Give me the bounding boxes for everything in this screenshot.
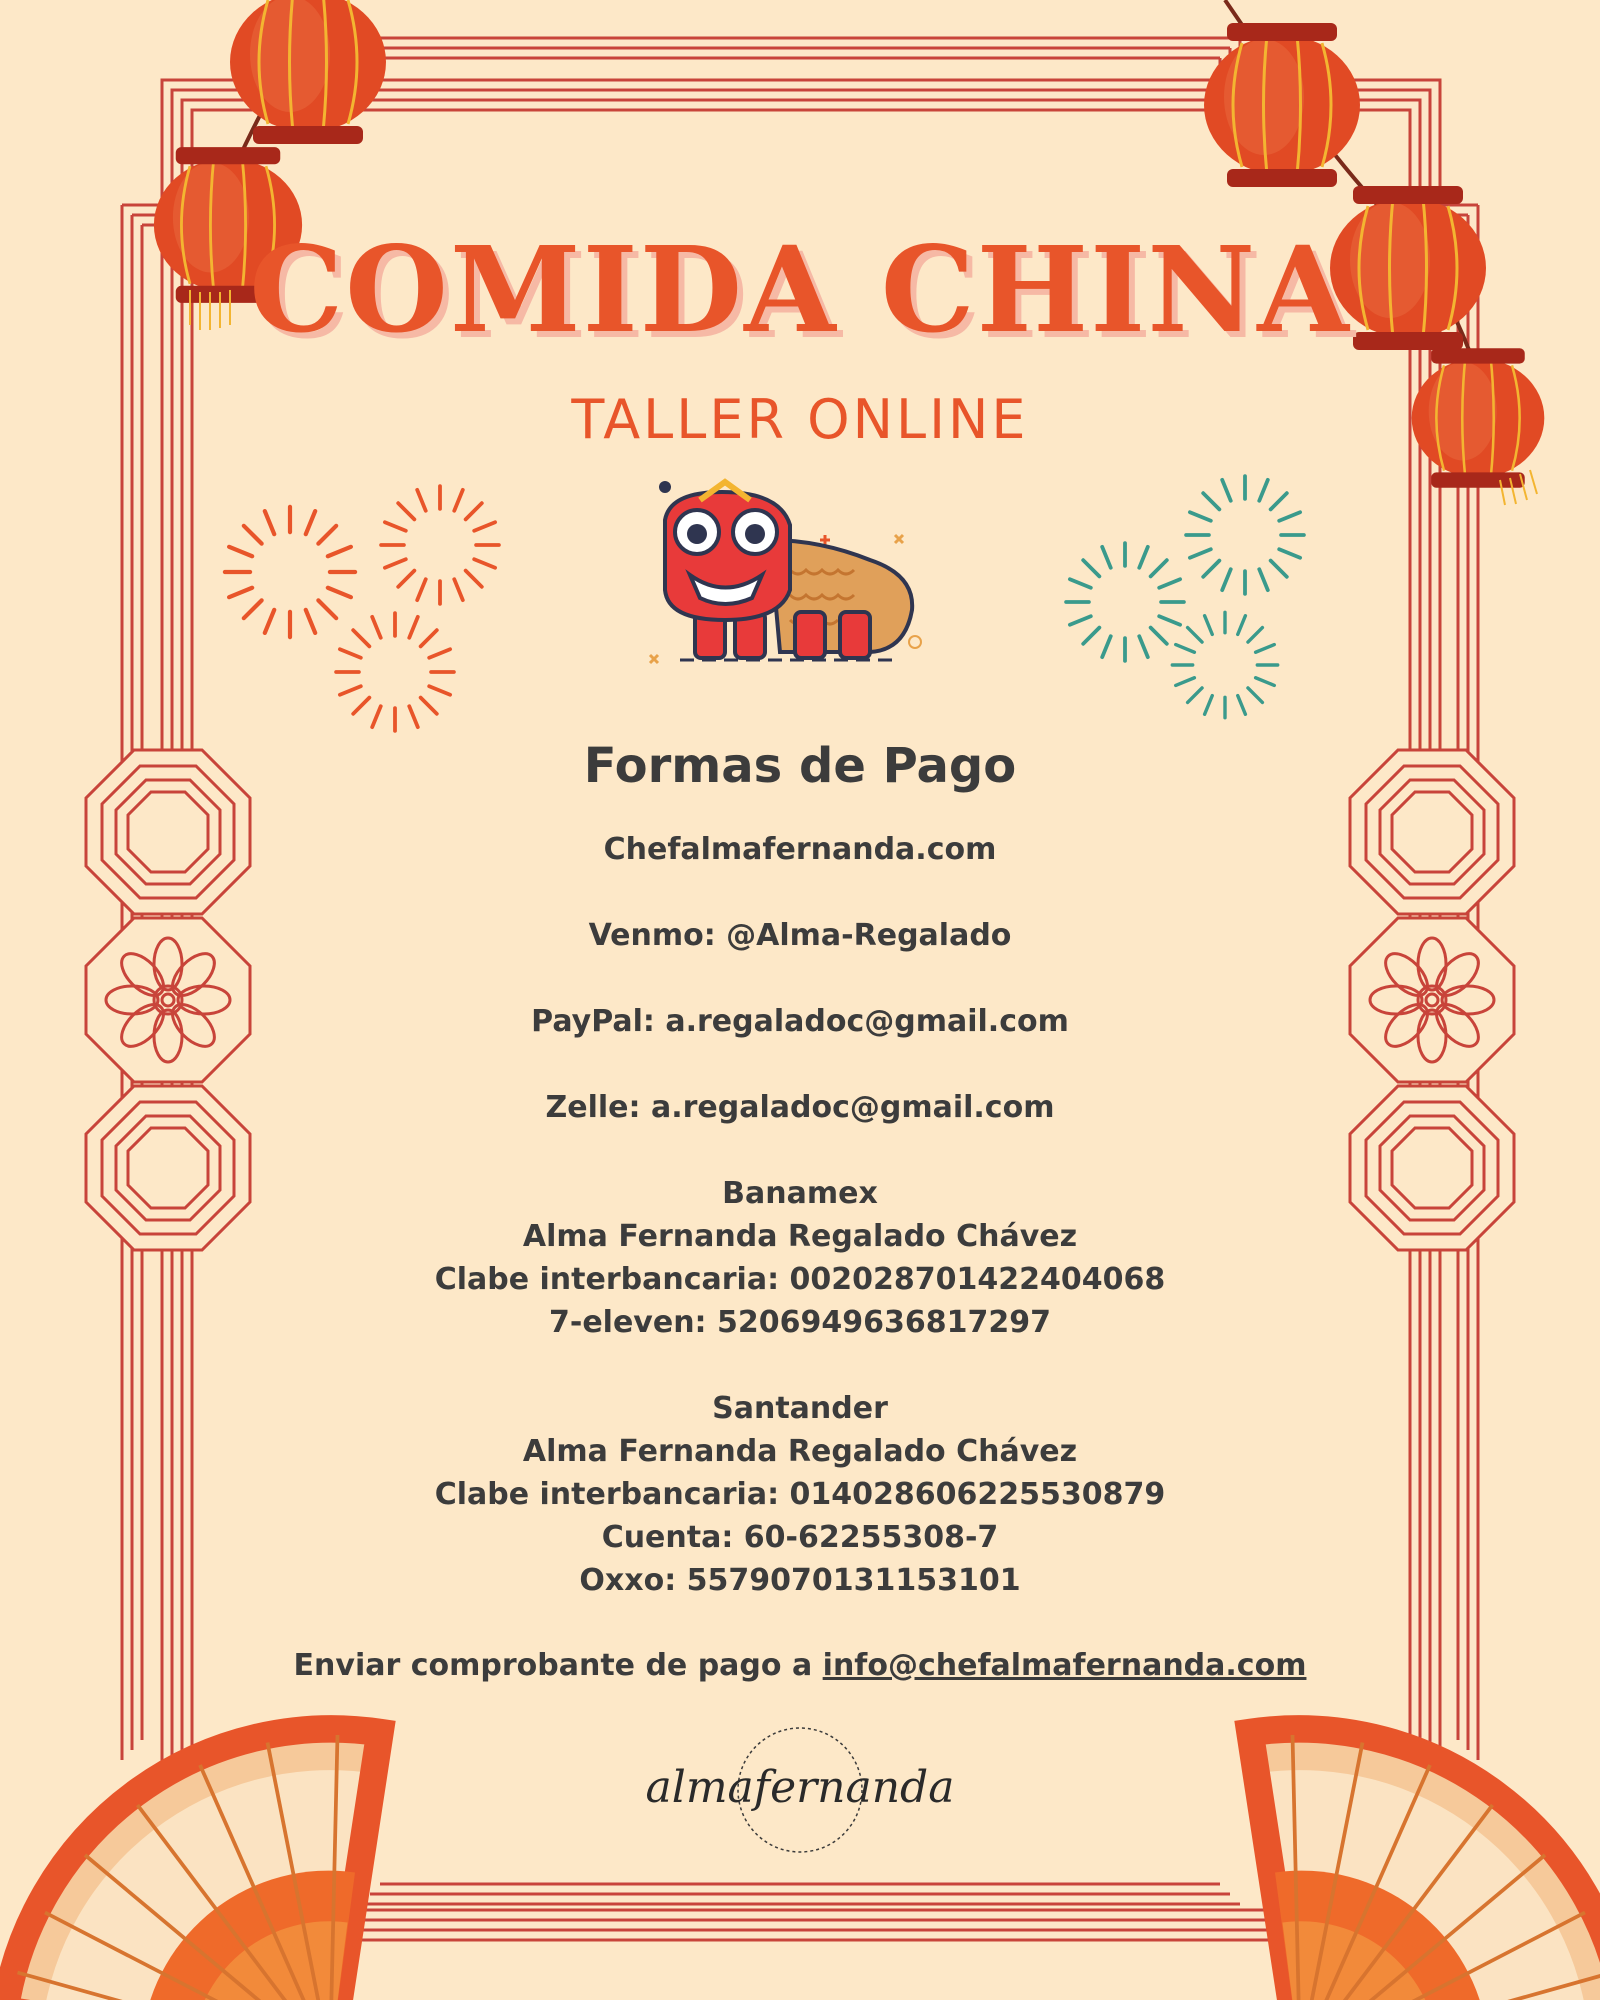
banamex-block (0, 1172, 1600, 1344)
banamex-bank-name: Banamex (722, 1176, 878, 1211)
santander-clabe: Clabe interbancaria: 014028606225530879 (434, 1477, 1166, 1512)
payment-methods-heading: Formas de Pago (583, 738, 1017, 794)
paypal-line: PayPal: a.regaladoc@gmail.com (531, 1004, 1069, 1039)
banamex-seven-eleven: 7-eleven: 5206949636817297 (549, 1305, 1051, 1340)
venmo-line: Venmo: @Alma-Regalado (588, 918, 1012, 953)
poster-subtitle: TALLER ONLINE (571, 388, 1029, 451)
website-line: Chefalmafernanda.com (603, 832, 997, 867)
banamex-holder: Alma Fernanda Regalado Chávez (522, 1219, 1078, 1254)
logo-script-text: almafernanda (645, 1762, 955, 1813)
santander-holder: Alma Fernanda Regalado Chávez (522, 1434, 1078, 1469)
santander-block (0, 1387, 1600, 1602)
zelle-line: Zelle: a.regaladoc@gmail.com (545, 1090, 1055, 1125)
contact-email-link[interactable]: info@chefalmafernanda.com (822, 1648, 1307, 1683)
santander-oxxo: Oxxo: 5579070131153101 (579, 1563, 1021, 1598)
poster-title: COMIDA CHINA (249, 220, 1351, 359)
santander-account: Cuenta: 60-62255308-7 (601, 1520, 999, 1555)
santander-bank-name: Santander (712, 1391, 888, 1426)
footer-prefix: Enviar comprobante de pago a (293, 1648, 823, 1683)
banamex-clabe: Clabe interbancaria: 002028701422404068 (434, 1262, 1166, 1297)
proof-of-payment-line (0, 1644, 1600, 1687)
